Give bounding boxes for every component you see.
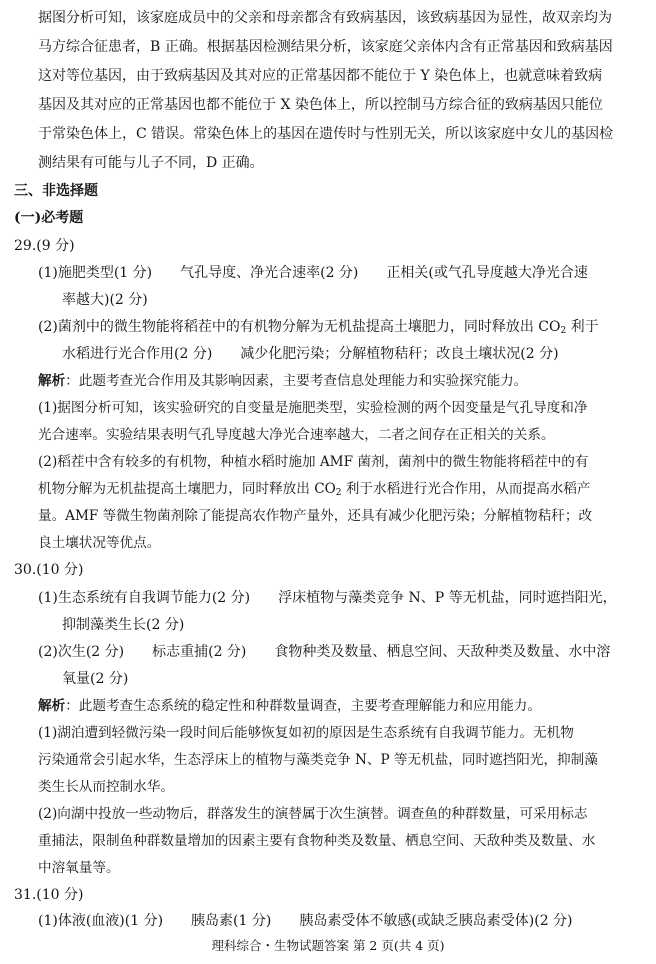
explanation-line: (1)据图分析可知，该实验研究的自变量是施肥类型，实验检测的两个因变量是气孔导度和净 [38, 400, 588, 416]
paragraph-line: 基因及其对应的正常基因也都不能位于 X 染色体上，所以控制马方综合征的致病基因只能位 [38, 97, 603, 113]
paragraph-line: 这对等位基因，由于致病基因及其对应的正常基因都不能位于 Y 染色体上，也就意味着致病 [38, 68, 603, 84]
explanation-text: 利于水稻进行光合作用，从而提高水稻产 [341, 481, 591, 497]
explanation-line: 重捕法，限制鱼种群数量增加的因素主要有食物种类及数量、栖息空间、天敌种类及数量、水 [38, 833, 596, 849]
answer-line: (2)次生(2 分) 标志重捕(2 分) 食物种类及数量、栖息空间、天敌种类及数量、水中溶 [38, 644, 611, 660]
answer-line: 率越大)(2 分) [62, 292, 148, 308]
paragraph-line: 马方综合征患者，B 正确。根据基因检测结果分析，该家庭父亲体内含有正常基因和致病基因 [38, 39, 613, 55]
question-header: 29.(9 分) [14, 238, 75, 254]
paragraph-line: 据图分析可知，该家庭成员中的父亲和母亲都含有致病基因，该致病基因为显性，故双亲均为 [38, 10, 612, 26]
answer-text: (2)菌剂中的微生物能将稻茬中的有机物分解为无机盐提高土壤肥力，同时释放出 CO [38, 319, 561, 335]
explanation-text: ：此题考查生态系统的稳定性和种群数量调查，主要考查理解能力和应用能力。 [65, 698, 541, 714]
answer-line: 抑制藻类生长(2 分) [62, 617, 185, 633]
explanation-intro [38, 696, 541, 716]
section-heading: 三、非选择题 [14, 183, 98, 199]
question-header: 31.(10 分) [14, 887, 84, 903]
explanation-line: 污染通常会引起水华，生态浮床上的植物与藻类竞争 N、P 等无机盐，同时遮挡阳光，抑制藻 [38, 752, 598, 768]
explanation-text: 机物分解为无机盐提高土壤肥力，同时释放出 CO [38, 481, 336, 497]
page-footer: 理科综合・生物试题答案 第 2 页(共 4 页) [211, 938, 445, 953]
answer-line: (1)体液(血液)(1 分) 胰岛素(1 分) 胰岛素受体不敏感(或缺乏胰岛素受体)(2 分) [38, 913, 573, 929]
explanation-line [38, 479, 591, 499]
paragraph-line: 测结果有可能与儿子不同，D 正确。 [38, 155, 264, 171]
subscript: 2 [335, 488, 342, 498]
paragraph-line: 于常染色体上，C 错误。常染色体上的基因在遗传时与性别无关，所以该家庭中女儿的基因检 [38, 126, 614, 142]
answer-line: (1)生态系统有自我调节能力(2 分) 浮床植物与藻类竞争 N、P 等无机盐，同时遮挡阳光， [38, 590, 617, 606]
question-header: 30.(10 分) [14, 562, 84, 578]
answer-line: 氧量(2 分) [62, 671, 129, 687]
subscript: 2 [560, 326, 567, 336]
explanation-line: 类生长从而控制水华。 [38, 779, 174, 795]
answer-line: (1)施肥类型(1 分) 气孔导度、净光合速率(2 分) 正相关(或气孔导度越大净光合速 [38, 265, 588, 281]
explanation-line: (1)湖泊遭到轻微污染一段时间后能够恢复如初的原因是生态系统有自我调节能力。无机物 [38, 725, 574, 741]
explanation-line: 中溶氧量等。 [38, 860, 120, 876]
explanation-label: 解析 [38, 698, 66, 714]
explanation-text: ：此题考查光合作用及其影响因素，主要考查信息处理能力和实验探究能力。 [65, 373, 528, 389]
explanation-line: 良土壤状况等优点。 [38, 535, 161, 551]
explanation-line: 光合速率。实验结果表明气孔导度越大净光合速率越大，二者之间存在正相关的关系。 [38, 427, 555, 443]
answer-text: 利于 [566, 319, 599, 335]
explanation-line: 量。AMF 等微生物菌剂除了能提高农作物产量外，还具有减少化肥污染；分解植物秸秆；改 [38, 508, 593, 524]
explanation-label: 解析 [38, 373, 66, 389]
subsection-heading: (一)必考题 [14, 210, 84, 226]
explanation-line: (2)稻茬中含有较多的有机物，种植水稻时施加 AMF 菌剂，菌剂中的微生物能将稻茬中的有 [38, 454, 589, 470]
explanation-intro [38, 371, 527, 391]
answer-line [38, 317, 599, 337]
explanation-line: (2)向湖中投放一些动物后，群落发生的演替属于次生演替。调查鱼的种群数量，可采用标志 [38, 806, 588, 822]
answer-line: 水稻进行光合作用(2 分) 减少化肥污染；分解植物秸秆；改良土壤状况(2 分) [62, 346, 559, 362]
